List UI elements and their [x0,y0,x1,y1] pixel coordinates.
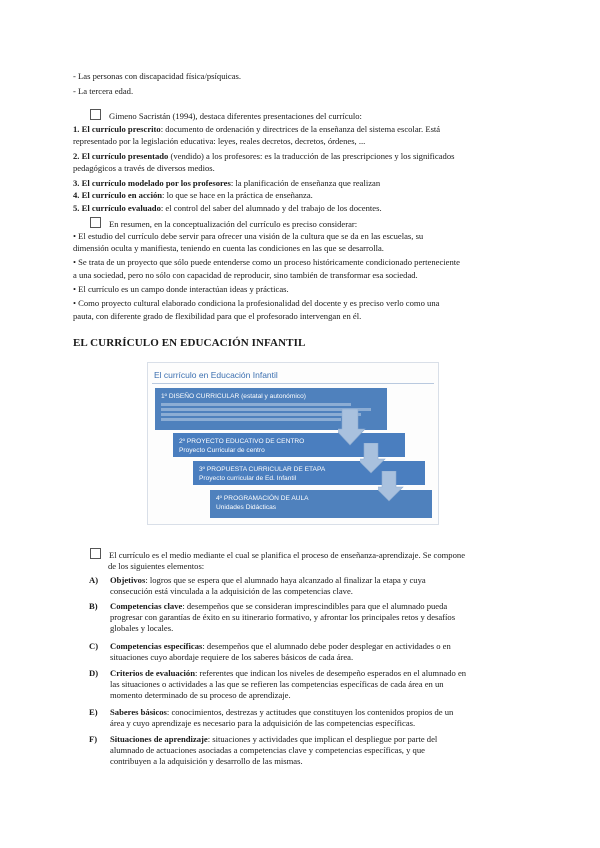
element-text-cont: contribuyen a la adquisición y desarrollo de las mismas. [110,756,303,766]
section-heading: EL CURRÍCULO EN EDUCACIÓN INFANTIL [73,337,306,349]
element-term: Competencias específicas [110,641,203,651]
item-term: El currículo presentado [81,151,169,161]
item-text-cont: pedagógicos a través de diversos medios. [73,163,215,173]
curriculum-levels-figure [147,362,439,525]
element-letter: D) [89,668,99,678]
element-text: : referentes que indican los niveles de desempeño esperados en el alumnado en [194,668,467,678]
presentation-item [73,178,380,189]
element-item [110,641,530,663]
element-item [110,601,530,634]
step-2-title: 2º PROYECTO EDUCATIVO DE CENTRO [179,438,305,445]
item-number: 5. [73,203,80,213]
step-4-title: 4º PROGRAMACIÓN DE AULA [216,495,309,502]
item-number: 1. [73,124,80,134]
step-3-title: 3º PROPUESTA CURRICULAR DE ETAPA [199,466,326,473]
element-term: Objetivos [110,575,146,585]
presentations-lead-text: Gimeno Sacristán (1994), destaca diferentes presentaciones del currículo: [109,111,362,121]
element-text-cont: globales y locales. [110,623,174,633]
element-term: Saberes básicos [110,707,167,717]
checkbox-icon [90,109,101,120]
presentation-item [73,190,313,201]
item-text: : la planificación de enseñanza que realizan [230,178,381,188]
step-1-title: 1º DISEÑO CURRICULAR (estatal y autonómico) [161,393,306,400]
conceptualization-lead-text: En resumen, en la conceptualización del currículo es preciso considerar: [109,219,358,229]
step-2-subtitle: Proyecto Curricular de centro [179,447,265,454]
elements-lead-text: El currículo es el medio mediante el cual se planifica el proceso de enseñanza-aprendizaje. Se compone [109,550,466,560]
item-text-cont: representado por la legislación educativa: leyes, reales decretos, decretos, órdenes, ... [73,136,366,146]
element-letter: F) [89,734,98,744]
item-term: El currículo en acción [81,190,163,200]
concept-bullet: • Se trata de un proyecto que sólo puede entenderse como un proceso históricamente condicionado perteneciente [73,257,460,267]
element-item [110,707,530,729]
item-text: (vendido) a los profesores: es la traducción de las prescripciones y los significados [168,151,455,161]
item-term: El currículo modelado por los profesores [81,178,231,188]
element-text: : desempeños que se consideran imprescindibles para que el alumnado pueda [182,601,448,611]
item-text: : lo que se hace en la práctica de enseñanza. [162,190,313,200]
step-4-subtitle: Unidades Didácticas [216,504,277,511]
conceptualization-lead [90,217,357,230]
element-text-cont: alumnado de actuaciones asociadas a competencias clave y competencias específicas, y que [110,745,425,755]
item-number: 4. [73,190,80,200]
element-text-cont: situaciones cuyo abordaje requiere de los saberes básicos de cada área. [110,652,354,662]
item-number: 2. [73,151,80,161]
element-text: : desempeños que el alumnado debe poder desplegar en actividades o en [202,641,451,651]
element-text-cont: progresar con garantías de éxito en su itinerario formativo, y afrontar los principales retos y desafíos [110,612,456,622]
bullet-elderly: - La tercera edad. [73,86,134,96]
element-item [110,668,530,701]
presentation-item [73,151,454,162]
element-item [110,575,530,597]
element-item [110,734,530,767]
down-arrow-icon [378,471,408,507]
element-text-cont: consecución está vinculada a la adquisición de las competencias clave. [110,586,353,596]
figure-title: El currículo en Educación Infantil [154,370,278,380]
element-term: Situaciones de aprendizaje [110,734,208,744]
item-text: : documento de ordenación y directrices de la enseñanza del sistema escolar. Está [160,124,441,134]
element-letter: E) [89,707,98,717]
element-letter: A) [89,575,99,585]
element-text-cont: área y cuyo aprendizaje es necesario para la adquisición de las competencias específicas. [110,718,416,728]
element-term: Competencias clave [110,601,183,611]
item-term: El currículo evaluado [81,203,161,213]
item-number: 3. [73,178,80,188]
element-text: : situaciones y actividades que implican el despliegue por parte del [207,734,438,744]
presentation-item [73,203,382,214]
item-text: : el control del saber del alumnado y del trabajo de los docentes. [160,203,382,213]
elements-lead [90,548,465,561]
element-letter: C) [89,641,99,651]
concept-bullet-cont: pauta, con diferente grado de flexibilidad para que el profesorado intervengan en él. [73,311,362,321]
element-letter: B) [89,601,98,611]
concept-bullet: • Como proyecto cultural elaborado condiciona la profesionalidad del docente y es preciso verlo como una [73,298,440,308]
element-text: : logros que se espera que el alumnado haya alcanzado al finalizar la etapa y cuya [145,575,426,585]
checkbox-icon [90,548,101,559]
concept-bullet: • El estudio del currículo debe servir para ofrecer una visión de la cultura que se da en las escuelas, su [73,231,424,241]
element-text-cont: las situaciones o actividades a las que se refieren las competencias específicas de cada área en un [110,679,444,689]
bullet-disability: - Las personas con discapacidad física/psíquicas. [73,71,241,81]
concept-bullet-cont: dimensión oculta y manifiesta, teniendo en cuenta las condiciones en las que se desarrolla. [73,243,384,253]
element-text: : conocimientos, destrezas y actitudes que constituyen los contenidos propios de un [166,707,454,717]
presentations-lead [90,109,362,122]
elements-lead-cont: de los siguientes elementos: [108,561,205,571]
concept-bullet: • El currículo es un campo donde interactúan ideas y prácticas. [73,284,289,294]
step-3-subtitle: Proyecto curricular de Ed. Infantil [199,475,297,482]
figure-divider [152,383,434,384]
item-term: El currículo prescrito [81,124,161,134]
presentation-item [73,124,440,135]
element-text-cont: momento determinado de su proceso de aprendizaje. [110,690,291,700]
concept-bullet-cont: a una sociedad, pero no sólo con capacidad de reproducir, sino también de transformar esa sociedad. [73,270,418,280]
element-term: Criterios de evaluación [110,668,195,678]
checkbox-icon [90,217,101,228]
